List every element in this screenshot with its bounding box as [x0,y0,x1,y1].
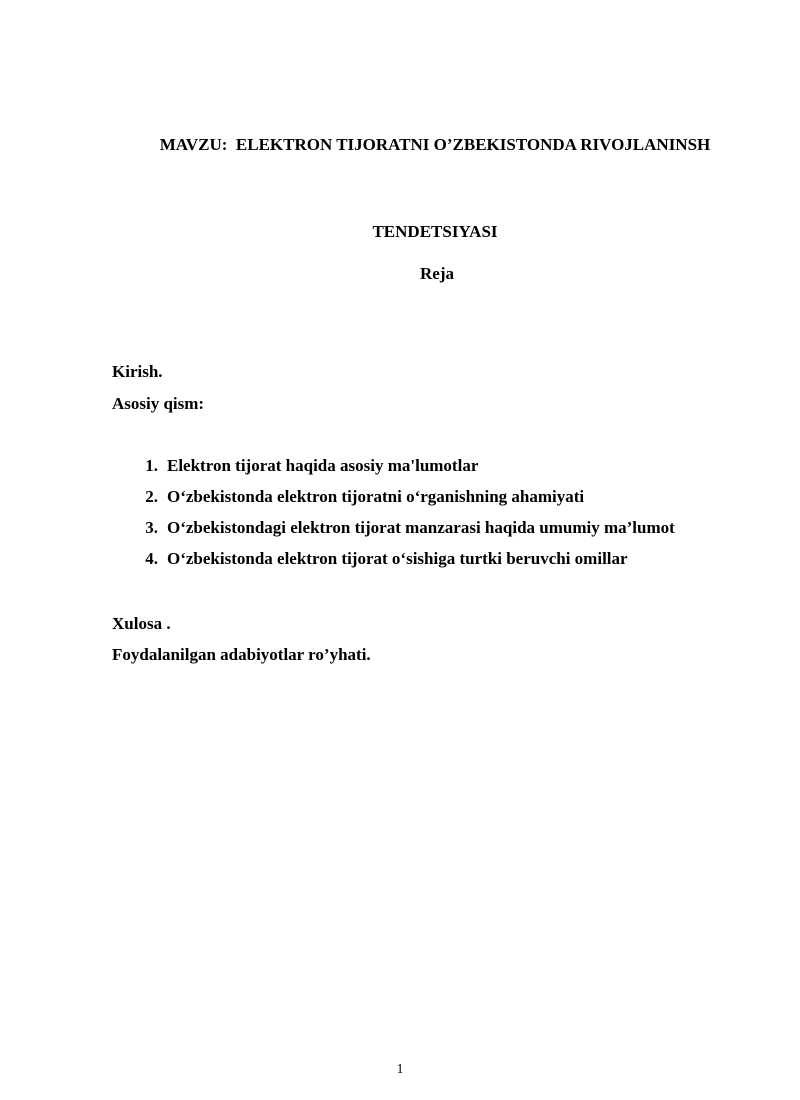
list-item-number: 4. [145,549,158,568]
list-item-number: 2. [145,487,158,506]
list-item-text: O‘zbekistonda elektron tijoratni o‘rganishning ahamiyati [167,487,585,506]
title-line-1: MAVZU: ELEKTRON TIJORATNI O’ZBEKISTONDA RIVOJLANINSH [159,135,711,154]
main-part-heading: Asosiy qism: [112,394,205,413]
list-item-number: 3. [145,518,158,537]
list-item [112,512,675,543]
list-item [112,450,675,481]
list-item-text: O‘zbekistonda elektron tijorat o‘sishiga turtki beruvchi omillar [167,549,628,568]
list-item [112,481,675,512]
plan-heading: Reja [420,264,454,283]
conclusion-heading: Xulosa . [112,614,171,633]
intro-heading: Kirish. [112,362,163,381]
list-item [112,543,675,574]
title-line-2: TENDETSIYASI [372,222,498,241]
list-item-text: Elektron tijorat haqida asosiy ma'lumotlar [167,456,479,475]
page-number: 1 [396,1062,404,1077]
references-heading: Foydalanilgan adabiyotlar ro’yhati. [112,645,371,664]
plan-list [112,450,675,574]
list-item-text: O‘zbekistondagi elektron tijorat manzarasi haqida umumiy ma’lumot [167,518,675,537]
list-item-number: 1. [145,456,158,475]
